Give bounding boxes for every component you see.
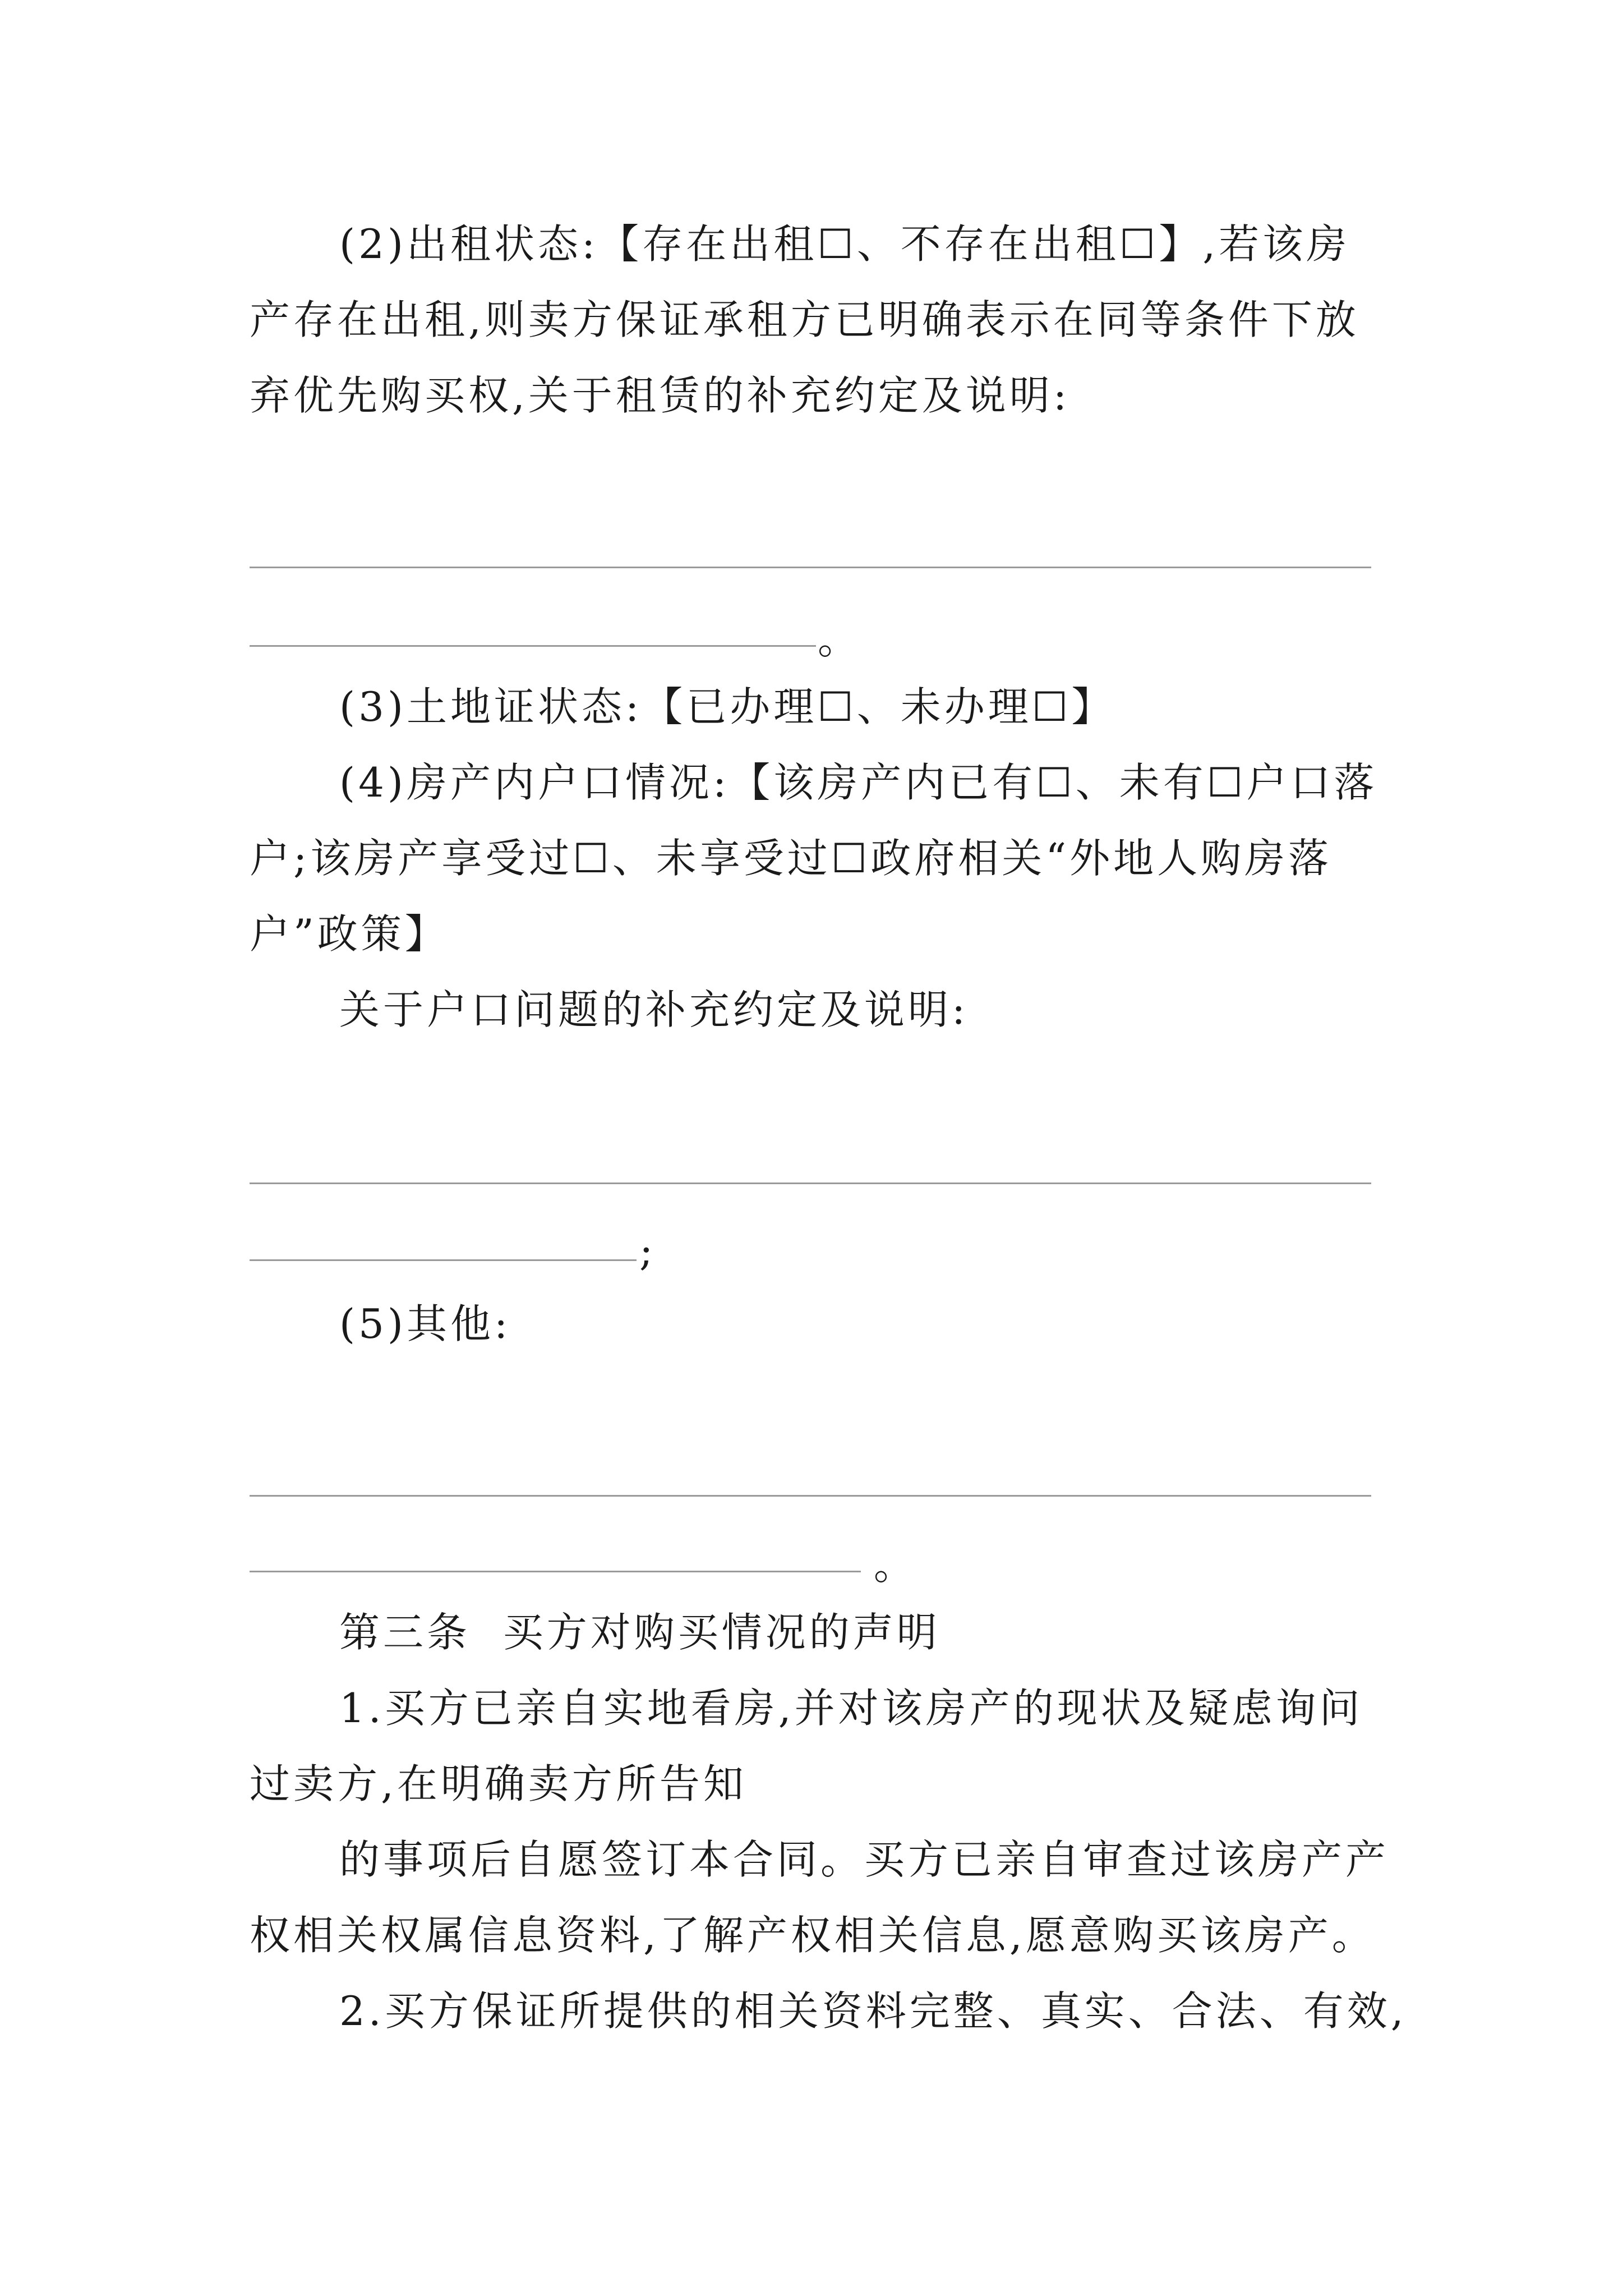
item2-rental-status-line3: 弃优先购买权,关于租赁的补充约定及说明: [250,372,1071,419]
fill-in-rule[interactable] [250,1182,1371,1184]
fill-in-rule[interactable] [250,645,816,647]
hukou-supplement-note: 关于户口问题的补充约定及说明: [339,986,969,1033]
article3-p1-line4: 权相关权属信息资料,了解产权相关信息,愿意购买该房产。 [250,1912,1376,1959]
article3-p1-line3: 的事项后自愿签订本合同。买方已亲自审查过该房产产 [339,1836,1390,1883]
item2-rental-status-line2: 产存在出租,则卖方保证承租方已明确表示在同等条件下放 [250,296,1359,343]
article3-title: 第三条 买方对购买情况的声明 [339,1609,940,1656]
article3-p1-line2: 过卖方,在明确卖方所告知 [250,1760,747,1807]
rule-end-punctuation: ; [639,1227,653,1274]
rule-end-punctuation: 。 [818,616,859,663]
item2-rental-status-line1: (2)出租状态:【存在出租☐、不存在出租☐】,若该房 [339,220,1350,268]
fill-in-rule[interactable] [250,1259,637,1261]
fill-in-rule[interactable] [250,1571,861,1572]
item3-land-certificate: (3)土地证状态:【已办理☐、未办理☐】 [339,683,1115,730]
item5-other: (5)其他: [339,1300,511,1347]
fill-in-rule[interactable] [250,567,1371,568]
article3-p2-line1: 2.买方保证所提供的相关资料完整、真实、合法、有效, [339,1987,1407,2035]
article3-p1-line1: 1.买方已亲自实地看房,并对该房产的现状及疑虑询问 [339,1685,1363,1732]
fill-in-rule[interactable] [250,1495,1371,1497]
item4-household-line2: 户;该房产享受过☐、未享受过☐政府相关“外地人购房落 [250,835,1332,882]
item4-household-line1: (4)房产内户口情况:【该房产内已有☐、未有☐户口落 [339,759,1378,806]
item4-household-line3: 户”政策】 [250,910,449,958]
rule-end-punctuation: 。 [861,1542,914,1589]
